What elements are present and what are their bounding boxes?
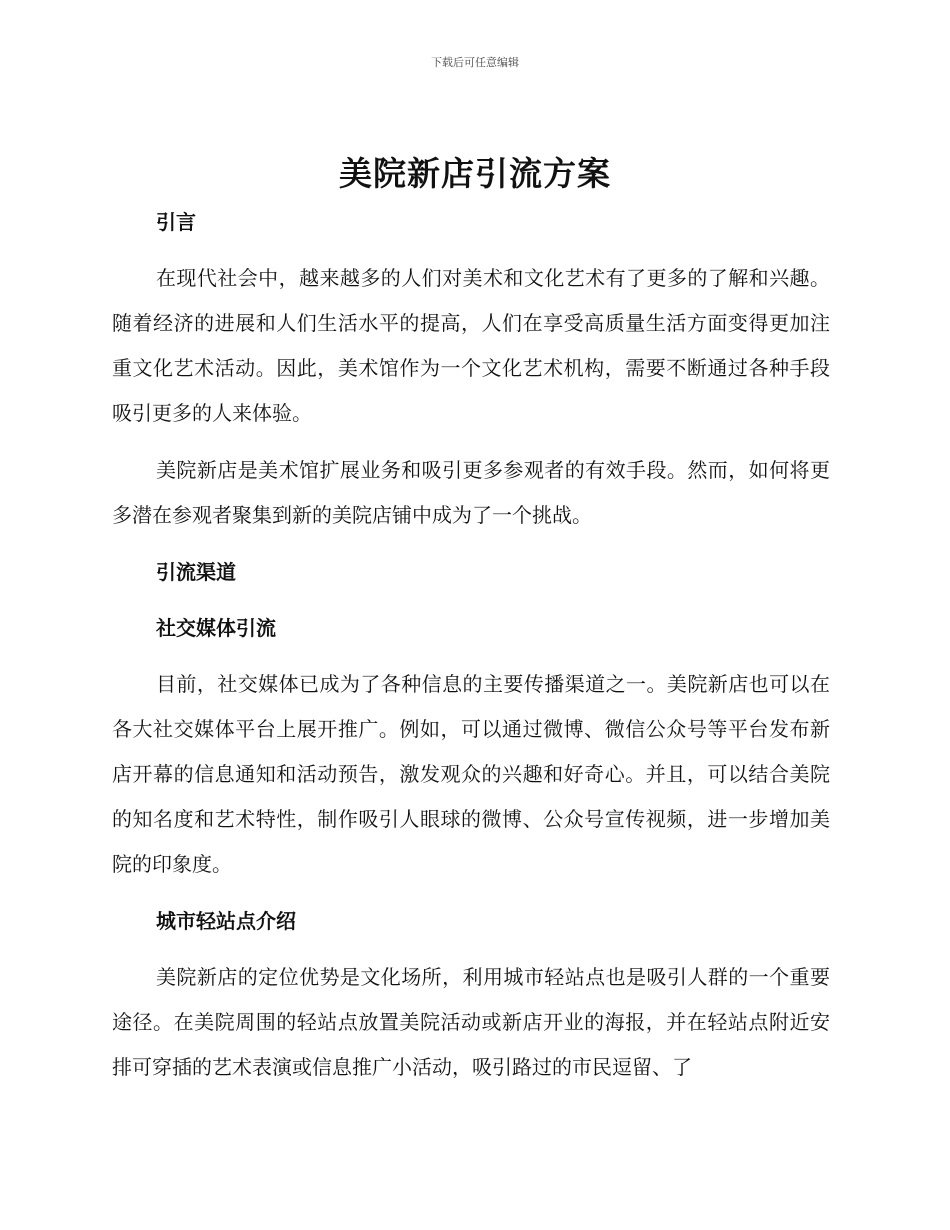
intro-paragraph-2: 美院新店是美术馆扩展业务和吸引更多参观者的有效手段。然而，如何将更多潜在参观者聚集到新的美院店铺中成为了一个挑战。: [112, 458, 830, 527]
section-heading-city: 城市轻站点介绍: [156, 909, 296, 933]
document-title: 美院新店引流方案: [339, 154, 611, 193]
social-media-paragraph: 目前，社交媒体已成为了各种信息的主要传播渠道之一。美院新店也可以在各大社交媒体平台上展开推广。例如，可以通过微博、微信公众号等平台发布新店开幕的信息通知和活动预告，激发观众的兴趣和好奇心。并且，可以结合美院的知名度和艺术特性，制作吸引人眼球的微博、公众号宣传视频，进一步增加美院的印象度。: [112, 672, 830, 876]
header-note: 下载后可任意编辑: [431, 56, 519, 69]
intro-paragraph-1: 在现代社会中，越来越多的人们对美术和文化艺术有了更多的了解和兴趣。随着经济的进展和人们生活水平的提高，人们在享受高质量生活方面变得更加注重文化艺术活动。因此，美术馆作为一个文化艺术机构，需要不断通过各种手段吸引更多的人来体验。: [112, 266, 830, 425]
section-heading-intro: 引言: [156, 210, 196, 234]
section-heading-channels: 引流渠道: [156, 560, 236, 584]
section-heading-social: 社交媒体引流: [156, 616, 276, 640]
document-body: [112, 200, 830, 1090]
city-station-paragraph: 美院新店的定位优势是文化场所，利用城市轻站点也是吸引人群的一个重要途径。在美院周围的轻站点放置美院活动或新店开业的海报，并在轻站点附近安排可穿插的艺术表演或信息推广小活动，吸引路过的市民逗留、了: [112, 965, 830, 1079]
